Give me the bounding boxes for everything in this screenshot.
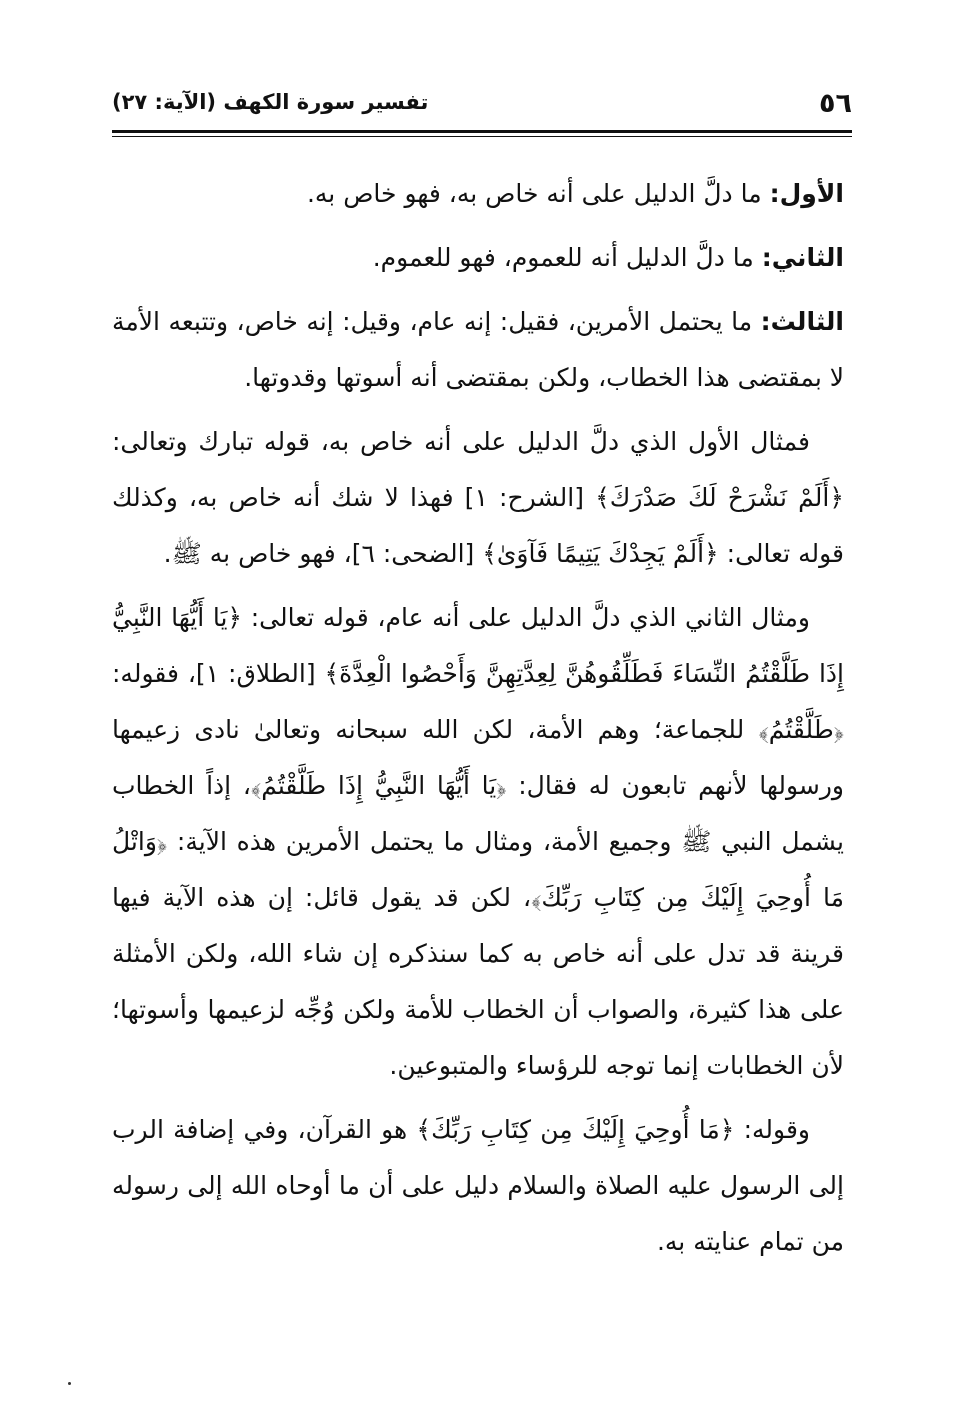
term-third: الثالث: [760, 307, 844, 336]
scan-speck [68, 1382, 71, 1385]
paragraph-example-first [112, 414, 844, 582]
paragraph-first-category [112, 166, 844, 222]
page-number: ٥٦ [819, 88, 852, 119]
paragraph-text: ما دلَّ الدليل أنه للعموم، فهو للعموم. [372, 243, 762, 272]
main-text [112, 166, 844, 1278]
header-rule-thick [112, 130, 852, 133]
paragraph-example-second [112, 590, 844, 1094]
paragraph-text: ما دلَّ الدليل على أنه خاص به، فهو خاص به. [306, 179, 770, 208]
term-first: الأول: [769, 179, 844, 208]
paragraph-text: وقوله: ﴿مَا أُوحِيَ إِلَيْكَ مِن كِتَابِ رَبِّكَ﴾ هو القرآن، وفي إضافة الرب إلى الرسول عليه الصلاة والسلام دليل على أن ما أوحاه الله إلى رسوله من تمام عنايته به. [112, 1115, 844, 1256]
paragraph-text: ومثال الثاني الذي دلَّ الدليل على أنه عام، قوله تعالى: ﴿يَا أَيُّهَا النَّبِيُّ إِذَا طَلَّقْتُمُ النِّسَاءَ فَطَلِّقُوهُنَّ لِعِدَّتِهِنَّ وَأَحْصُوا الْعِدَّةَ﴾ [الطلاق: ١]، فقوله: ﴿طَلَّقْتُمُ﴾ للجماعة؛ وهم الأمة، لكن الله سبحانه وتعالىٰ نادى زعيمها ورسولها لأنهم تابعون له فقال: ﴿يَا أَيُّهَا النَّبِيُّ إِذَا طَلَّقْتُمُ﴾، إذاً الخطاب يشمل النبي ﷺ وجميع الأمة، ومثال ما يحتمل الأمرين هذه الآية: ﴿وَاتْلُ مَا أُوحِيَ إِلَيْكَ مِن كِتَابِ رَبِّكَ﴾، لكن قد يقول قائل: إن هذه الآية فيها قرينة قد تدل على أنه خاص به كما سنذكره إن شاء الله، ولكن الأمثلة على هذا كثيرة، والصواب أن الخطاب للأمة ولكن وُجِّه لزعيمها وأسوتها؛ لأن الخطابات إنما توجه للرؤساء والمتبوعين. [112, 603, 844, 1080]
paragraph-conclusion [112, 1102, 844, 1270]
running-title: تفسير سورة الكهف (الآية: ٢٧) [112, 90, 429, 114]
paragraph-text: ما يحتمل الأمرين، فقيل: إنه عام، وقيل: إنه خاص، وتتبعه الأمة لا بمقتضى هذا الخطاب، ولكن بمقتضى أنه أسوتها وقدوتها. [112, 307, 844, 392]
header-rule-thin [112, 136, 852, 137]
term-second: الثاني: [761, 243, 844, 272]
paragraph-text: فمثال الأول الذي دلَّ الدليل على أنه خاص به، قوله تبارك وتعالى: ﴿أَلَمْ نَشْرَحْ لَكَ صَدْرَكَ﴾ [الشرح: ١] فهذا لا شك أنه خاص به، وكذلك قوله تعالى: ﴿أَلَمْ يَجِدْكَ يَتِيمًا فَآوَىٰ﴾ [الضحى: ٦]، فهو خاص به ﷺ. [112, 427, 844, 568]
paragraph-third-category [112, 294, 844, 406]
paragraph-second-category [112, 230, 844, 286]
page-header [112, 88, 852, 128]
